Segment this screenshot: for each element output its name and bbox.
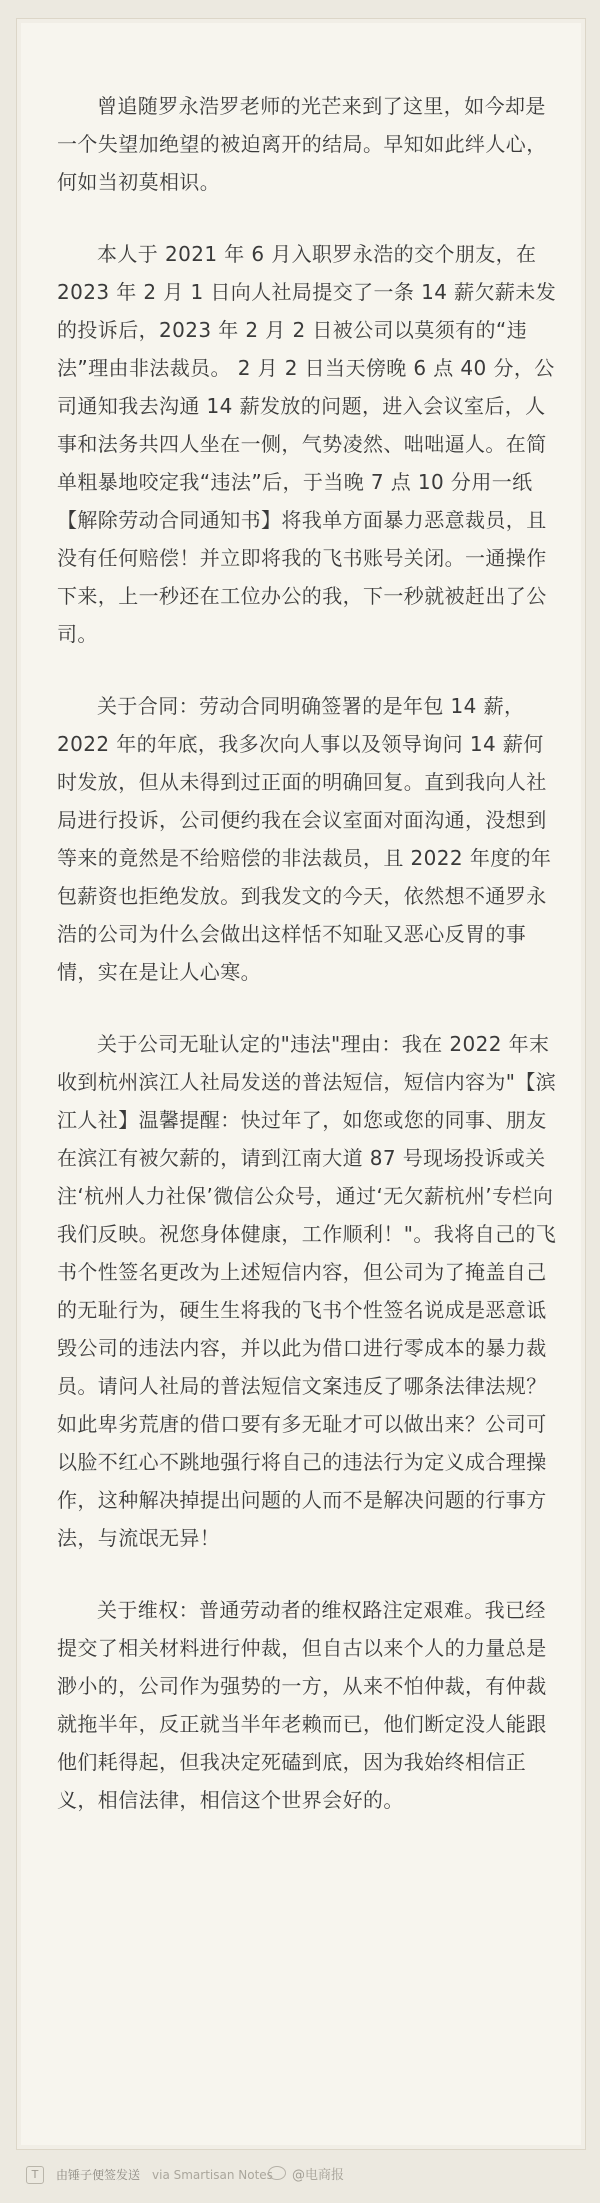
watermark <box>268 2164 344 2183</box>
footer-source <box>56 2166 273 2183</box>
watermark-text: @电商报 <box>292 2168 345 2183</box>
smartisan-t-icon: T <box>26 2166 44 2184</box>
paragraph-background: 本人于 2021 年 6 月入职罗永浩的交个朋友，在 2023 年 2 月 1 日向人社局提交了一条 14 薪欠薪未发的投诉后，2023 年 2 月 2 日被公司以莫须有的“违法”理由非法裁员。 2 月 2 日当天傍晚 6 点 40 分，公司通知我去沟通 14 薪发放的问题，进入会议室后，人事和法务共四人坐在一侧，气势凌然、咄咄逼人。在简单粗暴地咬定我“违法”后，于当晚 7 点 10 分用一纸【解除劳动合同通知书】将我单方面暴力恶意裁员，且没有任何赔偿！并立即将我的飞书账号关闭。一通操作下来，上一秒还在工位办公的我，下一秒就被赶出了公司。 <box>57 242 557 646</box>
footer-app-text: 由锤子便签发送 <box>56 2168 141 2182</box>
paragraph-reason: 关于公司无耻认定的"违法"理由：我在 2022 年末收到杭州滨江人社局发送的普法短信，短信内容为"【滨江人社】温馨提醒：快过年了，如您或您的同事、朋友在滨江有被欠薪的，请到江南大道 87 号现场投诉或关注‘杭州人力社保’微信公众号，通过‘无欠薪杭州’专栏向我们反映。祝您身体健康，工作顺利！"。我将自己的飞书个性签名更改为上述短信内容，但公司为了掩盖自己的无耻行为，硬生生将我的飞书个性签名说成是恶意诋毁公司的违法内容，并以此为借口进行零成本的暴力裁员。请问人社局的普法短信文案违反了哪条法律法规？如此卑劣荒唐的借口要有多无耻才可以做出来？公司可以脸不红心不跳地强行将自己的违法行为定义成合理操作，这种解决掉提出问题的人而不是解决问题的行事方法，与流氓无异！ <box>57 1032 557 1550</box>
paragraph-intro: 曾追随罗永浩罗老师的光芒来到了这里，如今却是一个失望加绝望的被迫离开的结局。早知如此绊人心，何如当初莫相识。 <box>57 94 547 194</box>
paragraph-rights: 关于维权：普通劳动者的维权路注定艰难。我已经提交了相关材料进行仲裁，但自古以来个人的力量总是渺小的，公司作为强势的一方，从来不怕仲裁，有仲裁就拖半年，反正就当半年老赖而已，他们断定没人能跟他们耗得起，但我决定死磕到底，因为我始终相信正义，相信法律，相信这个世界会好的。 <box>57 1598 547 1812</box>
note-footer <box>0 2156 600 2196</box>
paragraph-contract: 关于合同：劳动合同明确签署的是年包 14 薪，2022 年的年底，我多次向人事以及领导询问 14 薪何时发放，但从未得到过正面的明确回复。直到我向人社局进行投诉，公司便约我在会议室面对面沟通，没想到等来的竟然是不给赔偿的非法裁员，且 2022 年度的年包薪资也拒绝发放。到我发文的今天，依然想不通罗永浩的公司为什么会做出这样恬不知耻又恶心反胃的事情，实在是让人心寒。 <box>57 694 552 984</box>
footer-via-text: via Smartisan Notes <box>152 2168 273 2182</box>
note-content <box>57 87 557 1853</box>
note-paper <box>16 18 586 2150</box>
weibo-icon <box>268 2166 286 2180</box>
